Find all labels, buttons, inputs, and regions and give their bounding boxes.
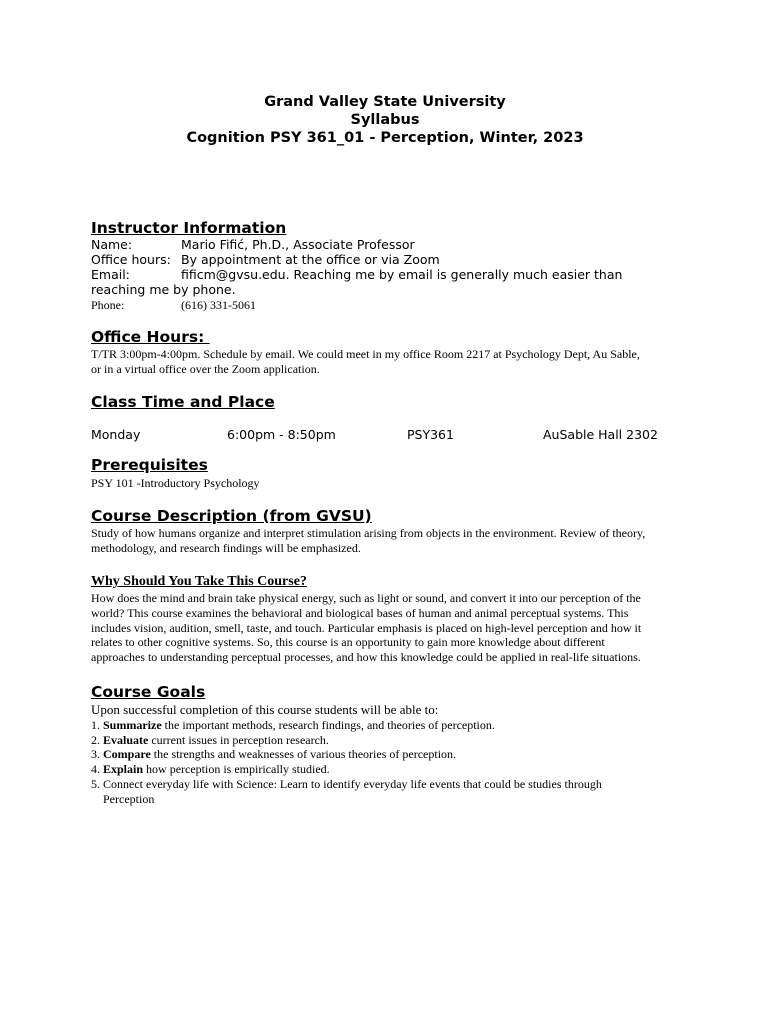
why-take-line: How does the mind and brain take physical energy, such as light or sound, and convert it into our perception of the — [91, 591, 641, 605]
goal-text: how perception is empirically studied. — [143, 762, 330, 776]
email-value: fificm@gvsu.edu. Reaching me by email is generally much easier than — [181, 267, 623, 282]
document-type-title: Syllabus — [350, 112, 420, 128]
goal-item — [91, 747, 456, 762]
goal-verb: Compare — [103, 747, 151, 761]
email-label: Email: — [91, 267, 130, 282]
course-description-heading: Course Description (from GVSU) — [91, 507, 372, 525]
goal-number: 4. — [91, 762, 100, 776]
goal-text: Connect everyday life with Science: Learn to identify everyday life events that could be studies through — [103, 777, 602, 791]
name-label: Name: — [91, 237, 133, 252]
name-value: Mario Fifić, Ph.D., Associate Professor — [181, 237, 415, 252]
course-description-line: Study of how humans organize and interpret stimulation arising from objects in the environment. Review of theory, — [91, 526, 646, 540]
class-day: Monday — [91, 427, 141, 442]
goal-item-continuation: Perception — [103, 792, 155, 806]
why-take-line: includes vision, audition, smell, taste, and touch. Particular emphasis is placed on high-level perception and how it — [91, 620, 642, 635]
why-take-heading: Why Should You Take This Course? — [91, 574, 307, 589]
class-time: 6:00pm - 8:50pm — [227, 427, 336, 442]
course-title: Cognition PSY 361_01 - Perception, Winter, 2023 — [186, 130, 584, 146]
phone-value: (616) 331-5061 — [181, 298, 256, 312]
why-take-line: relates to other cognitive systems. So, this course is an opportunity to gain more knowledge about different — [91, 635, 605, 650]
goal-number: 2. — [91, 733, 100, 747]
goal-item — [91, 733, 329, 748]
office-hours-line: T/TR 3:00pm-4:00pm. Schedule by email. We could meet in my office Room 2217 at Psychology Dept, Au Sable, — [91, 347, 640, 361]
why-take-line: world? This course examines the behavioral and biological bases of human and animal perceptual systems. This — [91, 605, 629, 620]
course-description-text — [91, 526, 681, 556]
class-time-heading: Class Time and Place — [91, 393, 275, 411]
class-course-code: PSY361 — [407, 427, 454, 442]
instructor-heading: Instructor Information — [91, 219, 287, 237]
goal-text: the important methods, research findings, and theories of perception. — [161, 718, 495, 732]
goal-verb: Evaluate — [103, 733, 149, 747]
office-hours-heading: Office Hours: — [91, 328, 210, 346]
goal-text: the strengths and weaknesses of various theories of perception. — [150, 747, 457, 761]
goal-verb: Summarize — [103, 718, 162, 732]
goal-number: 3. — [91, 747, 100, 761]
goal-number: 1. — [91, 718, 100, 732]
goal-item — [91, 762, 330, 777]
email-continuation: reaching me by phone. — [91, 282, 236, 297]
office-hours-value: By appointment at the office or via Zoom — [181, 252, 440, 267]
goal-verb: Explain — [103, 762, 144, 776]
prerequisites-heading: Prerequisites — [91, 456, 208, 474]
goal-item — [91, 777, 602, 792]
class-room: AuSable Hall 2302 — [543, 427, 658, 442]
goal-text: current issues in perception research. — [148, 733, 329, 747]
prerequisites-text: PSY 101 -Introductory Psychology — [91, 476, 260, 490]
goal-item — [91, 718, 495, 733]
office-hours-line: or in a virtual office over the Zoom application. — [91, 361, 320, 376]
goal-number: 5. — [91, 777, 100, 791]
office-hours-text — [91, 347, 681, 377]
why-take-text — [91, 591, 681, 665]
office-hours-label: Office hours: — [91, 252, 171, 267]
university-title: Grand Valley State University — [264, 94, 506, 110]
course-goals-heading: Course Goals — [91, 683, 206, 701]
why-take-line: approaches to understanding perceptual processes, and how this knowledge could be applied in real-life situations. — [91, 650, 641, 665]
phone-label: Phone: — [91, 298, 125, 312]
goals-intro: Upon successful completion of this course students will be able to: — [91, 702, 439, 717]
course-description-line: methodology, and research findings will be emphasized. — [91, 540, 361, 555]
